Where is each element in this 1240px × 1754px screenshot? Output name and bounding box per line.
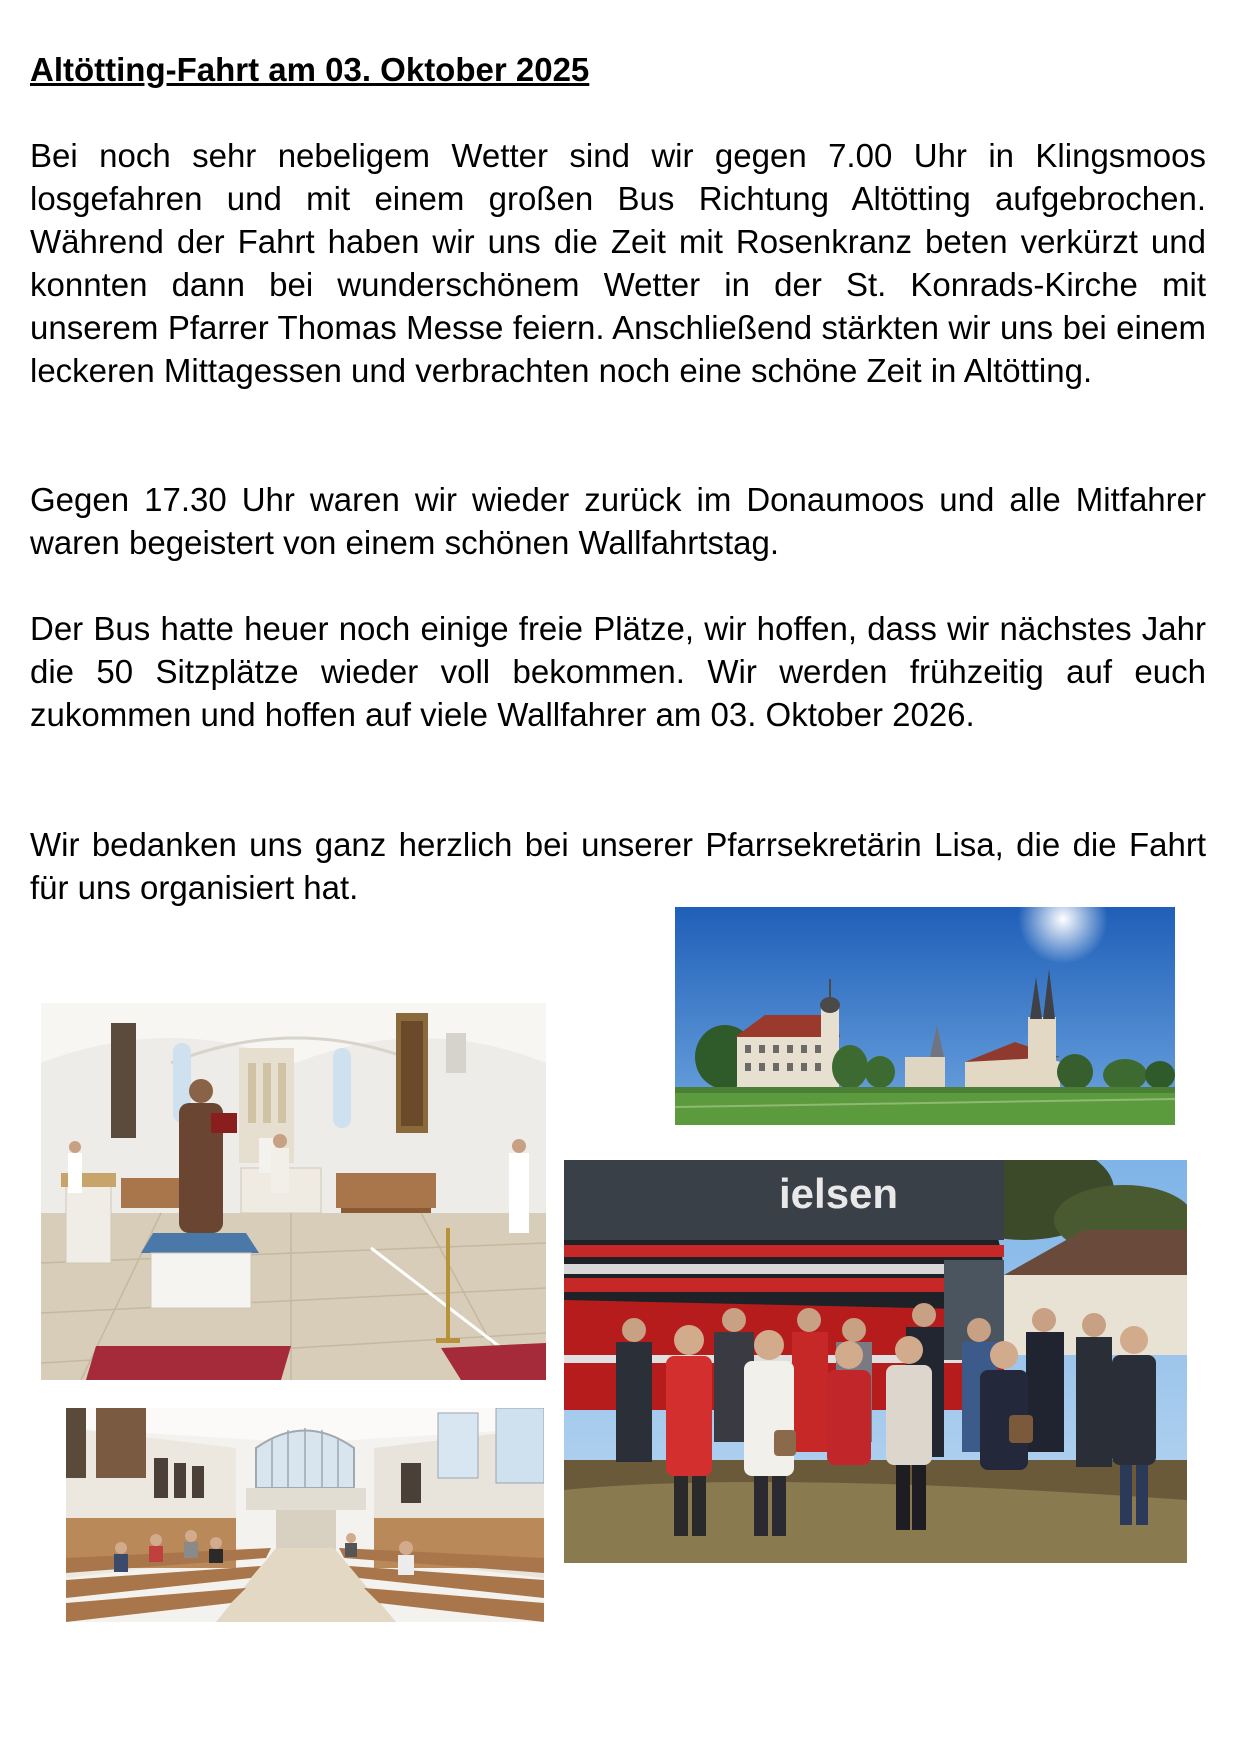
page-title: Altötting-Fahrt am 03. Oktober 2025 — [30, 51, 590, 88]
church-altar-photo — [41, 1003, 546, 1380]
paragraph-next-year: Der Bus hatte heuer noch einige freie Plätze, wir hoffen, dass wir nächstes Jahr die 50 Sitzplätze wieder voll bekommen. Wir werden frühzeitig auf euch zukommen und hoffen auf viele Wallfahrer am 03. Oktober 2026. — [30, 610, 1206, 733]
church-nave-photo — [66, 1408, 544, 1622]
paragraph-thanks: Wir bedanken uns ganz herzlich bei unserer Pfarrsekretärin Lisa, die die Fahrt für uns organisiert hat. — [30, 826, 1206, 906]
paragraph-return: Gegen 17.30 Uhr waren wir wieder zurück im Donaumoos und alle Mitfahrer waren begeistert von einem schönen Wallfahrtstag. — [30, 481, 1206, 561]
bus-lettering: ielsen — [779, 1170, 899, 1217]
altoetting-town-square-photo — [675, 907, 1175, 1125]
group-at-bus-photo — [564, 1160, 1187, 1563]
paragraph-trip: Bei noch sehr nebeligem Wetter sind wir gegen 7.00 Uhr in Klingsmoos losgefahren und mit einem großen Bus Richtung Altötting aufgebrochen. Während der Fahrt haben wir uns die Zeit mit Rosenkranz beten verkürzt und konnten dann bei wunderschönem Wetter in der St. Konrads-Kirche mit unserem Pfarrer Thomas Messe feiern. Anschließend stärkten wir uns bei einem leckeren Mittagessen und verbrachten noch eine schöne Zeit in Altötting. — [30, 137, 1206, 389]
